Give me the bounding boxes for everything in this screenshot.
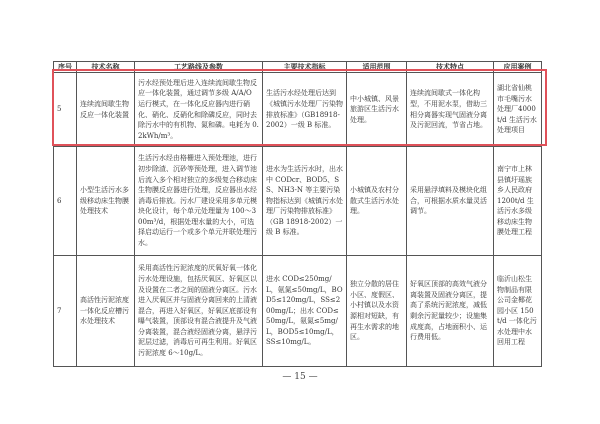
row-case: 临沂山松生物制品有限公司金椰花园小区 150t/d 一体化污水处理中水回用工程 (494, 256, 542, 367)
header-indicators: 主要技术指标 (263, 62, 347, 73)
header-process: 工艺路线及参数 (135, 62, 263, 73)
table-row (54, 73, 542, 147)
row-name: 连续流间歇生物反应一体化装置 (77, 73, 135, 147)
row-no: 7 (54, 256, 77, 367)
header-no: 序号 (54, 62, 77, 73)
row-case: 湖北省仙桃市毛嘴污水处理厂4000 t/d 生活污水处理项目 (494, 73, 542, 147)
table-row (54, 256, 542, 367)
row-features: 采用悬浮填料及模块化组合，可根据水质水量灵活调节。 (407, 147, 494, 256)
row-process: 污水经预处理后进入连续流间歇生物反应一体化装置，通过调节多级 A/A/O 运行模式，在一体化反应器内进行硝化、硝化、反硝化和除磷反应，同时去除污水中的有机物、氮和磷。电耗为 0.2kWh/m³。 (135, 73, 263, 147)
table-row (54, 147, 542, 256)
header-case: 应用案例 (494, 62, 542, 73)
header-scope: 适用范围 (347, 62, 407, 73)
row-no: 6 (54, 147, 77, 256)
row-case: 南宁市上林县镇圩瑶族乡人民政府 1200t/d 生活污水多级移动床生物膜处理工程 (494, 147, 542, 256)
row-indicators: 进水 COD≤250mg/L，氨氮≤50mg/L，BOD5≤120mg/L，SS≤200mg/L；出水 COD≤50mg/L，氨氮≤5mg/L，BOD5≤10mg/L，SS≤10mg/L。 (263, 256, 347, 367)
header-name: 技术名称 (77, 62, 135, 73)
row-name: 小型生活污水多级移动床生物膜处理技术 (77, 147, 135, 256)
row-process: 采用高活性污泥浓度的厌氧好氧一体化污水处理设施，包括厌氧区、好氧区以及设置在二者之间的固液分离区。污水进入厌氧区并与固液分离回来的上清液混合，再进入好氧区，好氧区底部设有曝气装置，顶部设有混合液提升及气液分离装置，混合液经固液分离，悬浮污泥层过滤，消毒后可再生利用。好氧区污泥浓度 6～10g/L。 (135, 256, 263, 367)
technology-table (53, 61, 542, 367)
row-indicators: 生活污水经处理后达到《城镇污水处理厂污染物排放标准》（GB18918-2002）一级 B 标准。 (263, 73, 347, 147)
row-scope: 中小城镇、风景旅游区生活污水处理。 (347, 73, 407, 147)
row-name: 高活性污泥浓度一体化反应槽污水处理技术 (77, 256, 135, 367)
row-no: 5 (54, 73, 77, 147)
row-indicators: 进水为生活污水时，出水中 CODcr、BOD5、SS、NH3-N 等主要污染物指标达到《城镇污水处理厂污染物排放标准》（GB 18918-2002）一级 B 标准。 (263, 147, 347, 256)
header-features: 技术特点 (407, 62, 494, 73)
row-process: 生活污水经由格栅进入预处理池，进行初步除渣、沉砂等预处理，进入调节池后流入多个相对独立的多级复合移动床生物膜反应器进行处理，反应器出水经消毒后排放。污水厂建设采用多单元模块化设计，每个单元处理量为 100～300m³/d，根据处理水量的大小，可选择启动运行一个或多个单元并联处理污水。 (135, 147, 263, 256)
table-header-row (54, 62, 542, 73)
row-features: 连续流间歇式一体化构型，不用泥水泵，借助三相分离器实现气固液分离及污泥回流，节省占地。 (407, 73, 494, 147)
page-number: — 15 — (282, 372, 318, 382)
row-features: 好氧区顶部的高效气液分离装置及固液分离区，提高了系统污泥浓度，减低剩余污泥量较少；设施集成度高，占地面积小、运行费用低。 (407, 256, 494, 367)
row-scope: 小城镇及农村分散式生活污水处理。 (347, 147, 407, 256)
row-scope: 独立分散的居住小区、度假区、小村镇以及水资源相对短缺，有再生水需求的地区。 (347, 256, 407, 367)
